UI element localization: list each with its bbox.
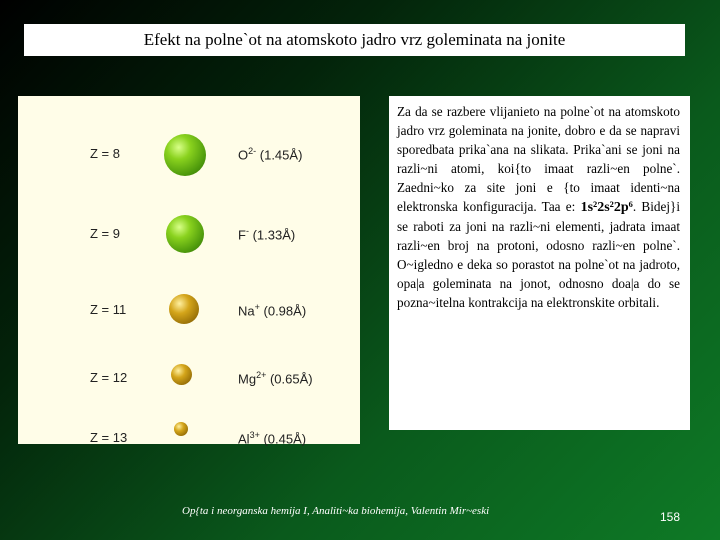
ion-row-sodium	[18, 292, 360, 332]
explanation-text-1: Za da se razbere vlijanieto na polne`ot na atomskoto jadro vrz goleminata na jonite, dobro e da se napravi sporedbata prika`ana na slikata. Prika`ani se joni na razli~ni atomi, koi{to imaat razli~en polne`. Zaedni~ko za site joni e {to imaat identi~na elektronska konfiguracija. Taa e:	[397, 104, 680, 214]
fluoride-ion-sphere	[166, 215, 204, 253]
ion-comparison-figure	[18, 96, 360, 447]
electron-configuration: 1s²2s²2p⁶	[580, 200, 633, 215]
ion-row-aluminium	[18, 420, 360, 460]
ion-label: F- (1.33Å)	[238, 226, 296, 243]
ion-row-magnesium	[18, 360, 360, 400]
ion-z-label: Z = 8	[90, 146, 120, 161]
oxide-ion-sphere	[164, 134, 206, 176]
ion-label: $O^{2-}$ (1.45Å)	[238, 146, 303, 163]
aluminium-ion-sphere	[174, 422, 188, 436]
sodium-ion-sphere	[169, 294, 199, 324]
magnesium-ion-sphere	[171, 364, 192, 385]
ion-z-label: Z = 12	[90, 370, 128, 385]
footer-citation: Op{ta i neorganska hemija I, Analiti~ka biohemija, Valentin Mir~eski	[182, 505, 490, 517]
ion-label: $Mg^{2+}$ (0.65Å)	[238, 370, 313, 387]
ion-z-label: Z = 11	[90, 302, 127, 317]
ion-row-fluorine	[18, 216, 360, 256]
ion-z-label: Z = 13	[90, 430, 128, 445]
page-number: 158	[660, 510, 681, 524]
explanation-text-box	[389, 96, 690, 430]
ion-label: Na+ (0.98Å)	[238, 302, 307, 319]
explanation-text-2: . Bidej}i se raboti za joni na razli~ni elementi, jadrata imaat razli~en broj na protoni, odosno razli~en polne`. O~igledno e deka so porastot na polne`ot na jadroto, opa|a goleminata na jonot, odnosno doa|a do se pozna~itelna kontrakcija na elektronskite orbitali.	[397, 199, 680, 310]
ion-label: $Al^{3+}$ (0.45Å)	[238, 430, 307, 447]
slide-title: Efekt na polne`ot na atomskoto jadro vrz goleminata na jonite	[143, 30, 566, 49]
slide-title-bar	[24, 24, 685, 56]
ion-row-oxygen	[18, 136, 360, 176]
ion-z-label: Z = 9	[90, 226, 120, 241]
